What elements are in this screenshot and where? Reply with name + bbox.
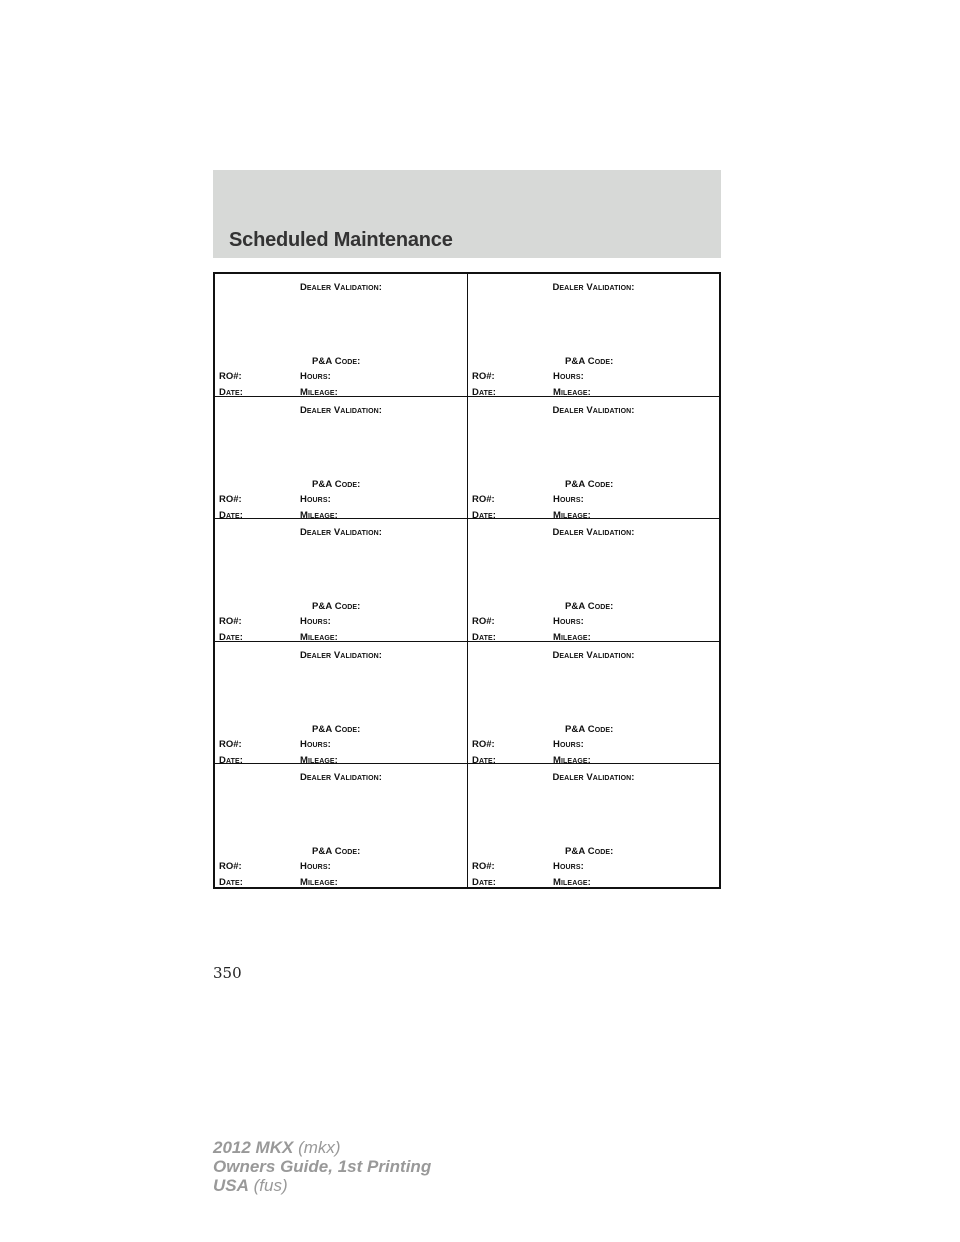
footer-line-model [213,1138,431,1157]
dealer-validation-grid [213,272,721,889]
dealer-validation-label: Dealer Validation: [552,649,635,661]
validation-cell [468,519,719,642]
hours-label: Hours: [553,861,584,873]
footer-line-printing: Owners Guide, 1st Printing [213,1157,432,1176]
pa-code-label: P&A Code: [312,723,361,735]
pa-code-label: P&A Code: [565,723,614,735]
ro-label: RO#: [219,493,242,505]
validation-cell [468,397,719,520]
dealer-validation-label: Dealer Validation: [552,772,635,784]
date-label: Date: [472,387,497,398]
validation-cell [215,397,468,520]
date-label: Date: [219,632,244,644]
validation-cell [215,519,468,642]
mileage-label: Mileage: [300,754,338,766]
pa-code-label: P&A Code: [565,478,614,490]
date-label: Date: [219,509,244,521]
mileage-label: Mileage: [553,754,591,766]
mileage-label: Mileage: [300,632,338,644]
pa-code-label: P&A Code: [312,846,361,858]
date-label: Date: [219,877,244,889]
ro-label: RO#: [472,493,495,505]
dealer-validation-label: Dealer Validation: [299,649,383,661]
dealer-validation-label: Dealer Validation: [299,527,383,539]
dealer-validation-label: Dealer Validation: [299,772,383,784]
hours-label: Hours: [300,493,331,505]
validation-cell [468,274,719,397]
hours-label: Hours: [300,738,331,750]
dealer-validation-label: Dealer Validation: [552,282,635,293]
pa-code-label: P&A Code: [565,601,614,613]
pa-code-label: P&A Code: [312,601,361,613]
hours-label: Hours: [300,616,331,628]
hours-label: Hours: [553,493,584,505]
mileage-label: Mileage: [300,877,338,889]
date-label: Date: [472,509,497,521]
date-label: Date: [472,632,497,644]
ro-label: RO#: [219,616,242,628]
ro-label: RO#: [219,861,242,873]
validation-cell [468,764,719,887]
ro-label: RO#: [219,738,242,750]
mileage-label: Mileage: [553,632,591,644]
date-label: Date: [219,387,244,398]
hours-label: Hours: [300,371,331,382]
page-number: 350 [213,964,242,982]
mileage-label: Mileage: [553,509,591,521]
hours-label: Hours: [553,371,584,382]
ro-label: RO#: [472,616,495,628]
dealer-validation-label: Dealer Validation: [552,404,635,416]
footer-market-code: (fus) [253,1176,288,1195]
dealer-validation-label: Dealer Validation: [299,404,383,416]
validation-cell [215,764,468,887]
mileage-label: Mileage: [300,509,338,521]
dealer-validation-label: Dealer Validation: [552,527,635,539]
hours-label: Hours: [553,738,584,750]
dealer-validation-label: Dealer Validation: [299,282,383,293]
mileage-label: Mileage: [553,387,591,398]
date-label: Date: [472,754,497,766]
validation-cell [215,274,468,397]
validation-cell [215,642,468,765]
section-title: Scheduled Maintenance [229,229,453,251]
footer-model: 2012 MKX [213,1138,294,1157]
date-label: Date: [219,754,244,766]
pa-code-label: P&A Code: [312,478,361,490]
hours-label: Hours: [553,616,584,628]
pa-code-label: P&A Code: [312,356,361,367]
footer-line-market [213,1176,431,1195]
ro-label: RO#: [219,371,242,382]
footer-model-code: (mkx) [298,1138,341,1157]
ro-label: RO#: [472,861,495,873]
mileage-label: Mileage: [553,877,591,889]
pa-code-label: P&A Code: [565,846,614,858]
pa-code-label: P&A Code: [565,356,614,367]
document-footer [213,1138,431,1195]
section-header-band [213,170,721,258]
footer-market: USA [213,1176,249,1195]
ro-label: RO#: [472,738,495,750]
ro-label: RO#: [472,371,495,382]
date-label: Date: [472,877,497,889]
mileage-label: Mileage: [300,387,338,398]
hours-label: Hours: [300,861,331,873]
validation-cell [468,642,719,765]
